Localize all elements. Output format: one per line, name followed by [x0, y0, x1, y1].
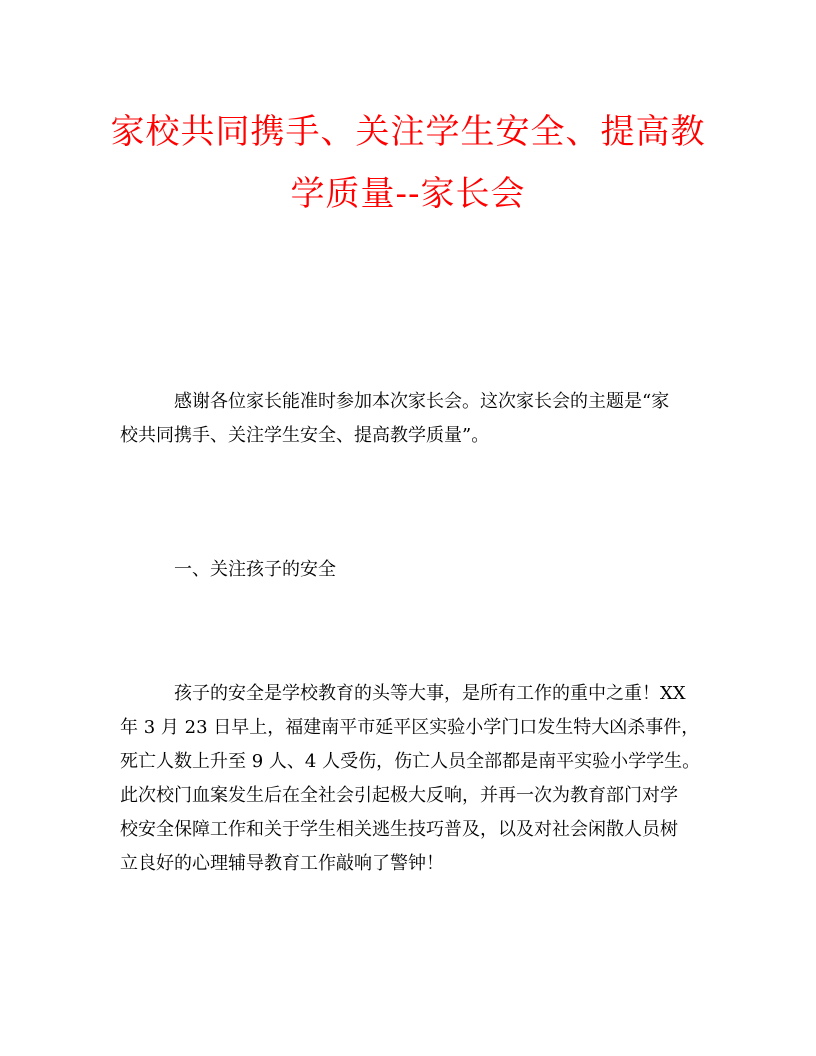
intro-paragraph	[120, 385, 696, 453]
intro-line-1: 感谢各位家长能准时参加本次家长会。这次家长会的主题是“家	[174, 391, 670, 412]
body-line-4: 此次校门血案发生后在全社会引起极大反响，并再一次为教育部门对学	[120, 785, 678, 806]
body-line-2: 年 3 月 23 日早上，福建南平市延平区实验小学门口发生特大凶杀事件，	[120, 717, 700, 738]
body-line-3: 死亡人数上升至 9 人、4 人受伤，伤亡人员全部都是南平实验小学学生。	[120, 751, 701, 772]
section-heading: 一、关注孩子的安全	[174, 559, 336, 580]
body-line-5: 校安全保障工作和关于学生相关逃生技巧普及，以及对社会闲散人员树	[120, 819, 678, 840]
body-paragraph	[120, 677, 701, 881]
section-heading-paragraph	[120, 553, 696, 587]
document-title-line-2: 学质量--家长会	[290, 174, 526, 214]
document-title-line-1: 家校共同携手、关注学生安全、提高教	[110, 112, 706, 152]
body-line-1: 孩子的安全是学校教育的头等大事，是所有工作的重中之重！XX	[174, 683, 686, 704]
intro-line-2: 校共同携手、关注学生安全、提高教学质量”。	[120, 425, 490, 446]
body-line-6: 立良好的心理辅导教育工作敲响了警钟！	[120, 853, 444, 874]
